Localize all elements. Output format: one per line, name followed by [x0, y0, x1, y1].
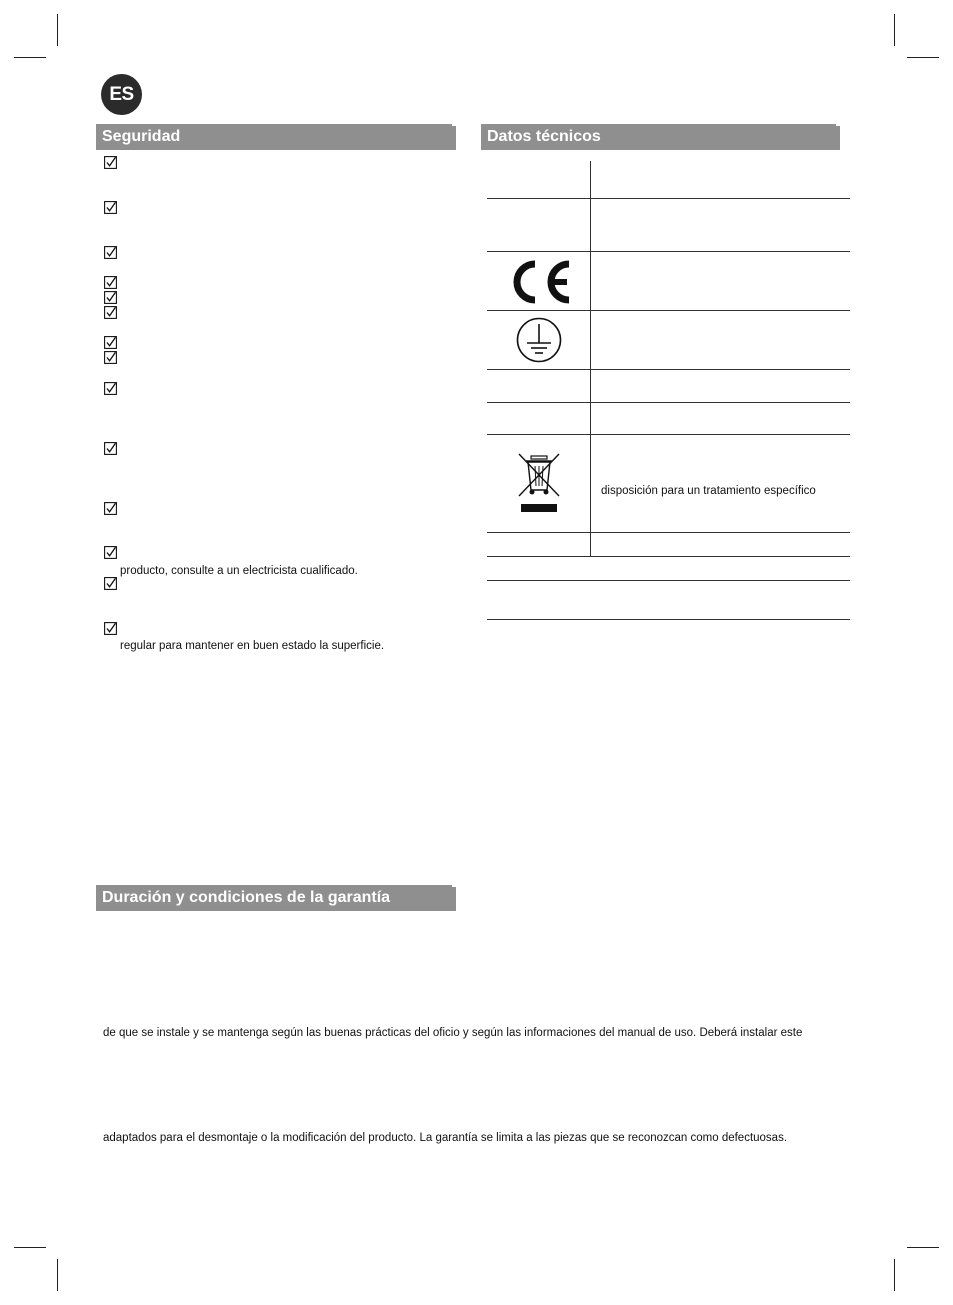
tech-section-header: Datos técnicos: [481, 124, 836, 150]
checkbox-checked-icon: [104, 502, 117, 515]
checkbox-checked-icon: [104, 351, 117, 364]
table-row-divider: [487, 556, 850, 557]
crop-mark: [57, 1259, 58, 1291]
checkbox-checked-icon: [104, 306, 117, 319]
safety-section-header: Seguridad: [96, 124, 452, 150]
table-row-divider: [487, 580, 850, 581]
table-row-divider: [487, 619, 850, 620]
protective-earth-icon: [515, 316, 563, 364]
crossed-bin-weee-icon: [516, 452, 562, 514]
crop-mark: [14, 1247, 46, 1248]
crop-mark: [907, 1247, 939, 1248]
checkbox-checked-icon: [104, 546, 117, 559]
warranty-text-line: de que se instale y se mantenga según las buenas prácticas del oficio y según las informaciones del manual de uso. Deberá instalar este: [103, 1027, 803, 1039]
table-row-divider: [487, 434, 850, 435]
checkbox-checked-icon: [104, 246, 117, 259]
safety-text-line: producto, consulte a un electricista cualificado.: [120, 565, 358, 577]
language-badge: ES: [101, 74, 142, 115]
warranty-section-header: Duración y condiciones de la garantía: [96, 885, 452, 911]
checkbox-checked-icon: [104, 442, 117, 455]
table-row-divider: [487, 251, 850, 252]
table-row-divider: [487, 310, 850, 311]
checkbox-checked-icon: [104, 201, 117, 214]
checkbox-checked-icon: [104, 382, 117, 395]
crop-mark: [14, 57, 46, 58]
table-row-divider: [487, 402, 850, 403]
warranty-text-line: adaptados para el desmontaje o la modificación del producto. La garantía se limita a las piezas que se reconozcan como defectuosas.: [103, 1132, 788, 1144]
crop-mark: [894, 14, 895, 46]
checkbox-checked-icon: [104, 276, 117, 289]
checkbox-checked-icon: [104, 156, 117, 169]
table-column-divider: [590, 161, 591, 556]
checkbox-checked-icon: [104, 291, 117, 304]
checkbox-checked-icon: [104, 577, 117, 590]
table-row-divider: [487, 532, 850, 533]
safety-text-line: regular para mantener en buen estado la superficie.: [120, 640, 385, 652]
table-row-divider: [487, 198, 850, 199]
checkbox-checked-icon: [104, 622, 117, 635]
crop-mark: [907, 57, 939, 58]
weee-disposal-text: disposición para un tratamiento específico: [601, 485, 816, 497]
crop-mark: [894, 1259, 895, 1291]
table-row-divider: [487, 369, 850, 370]
checkbox-checked-icon: [104, 336, 117, 349]
crop-mark: [57, 14, 58, 46]
ce-mark-icon: [507, 258, 573, 306]
